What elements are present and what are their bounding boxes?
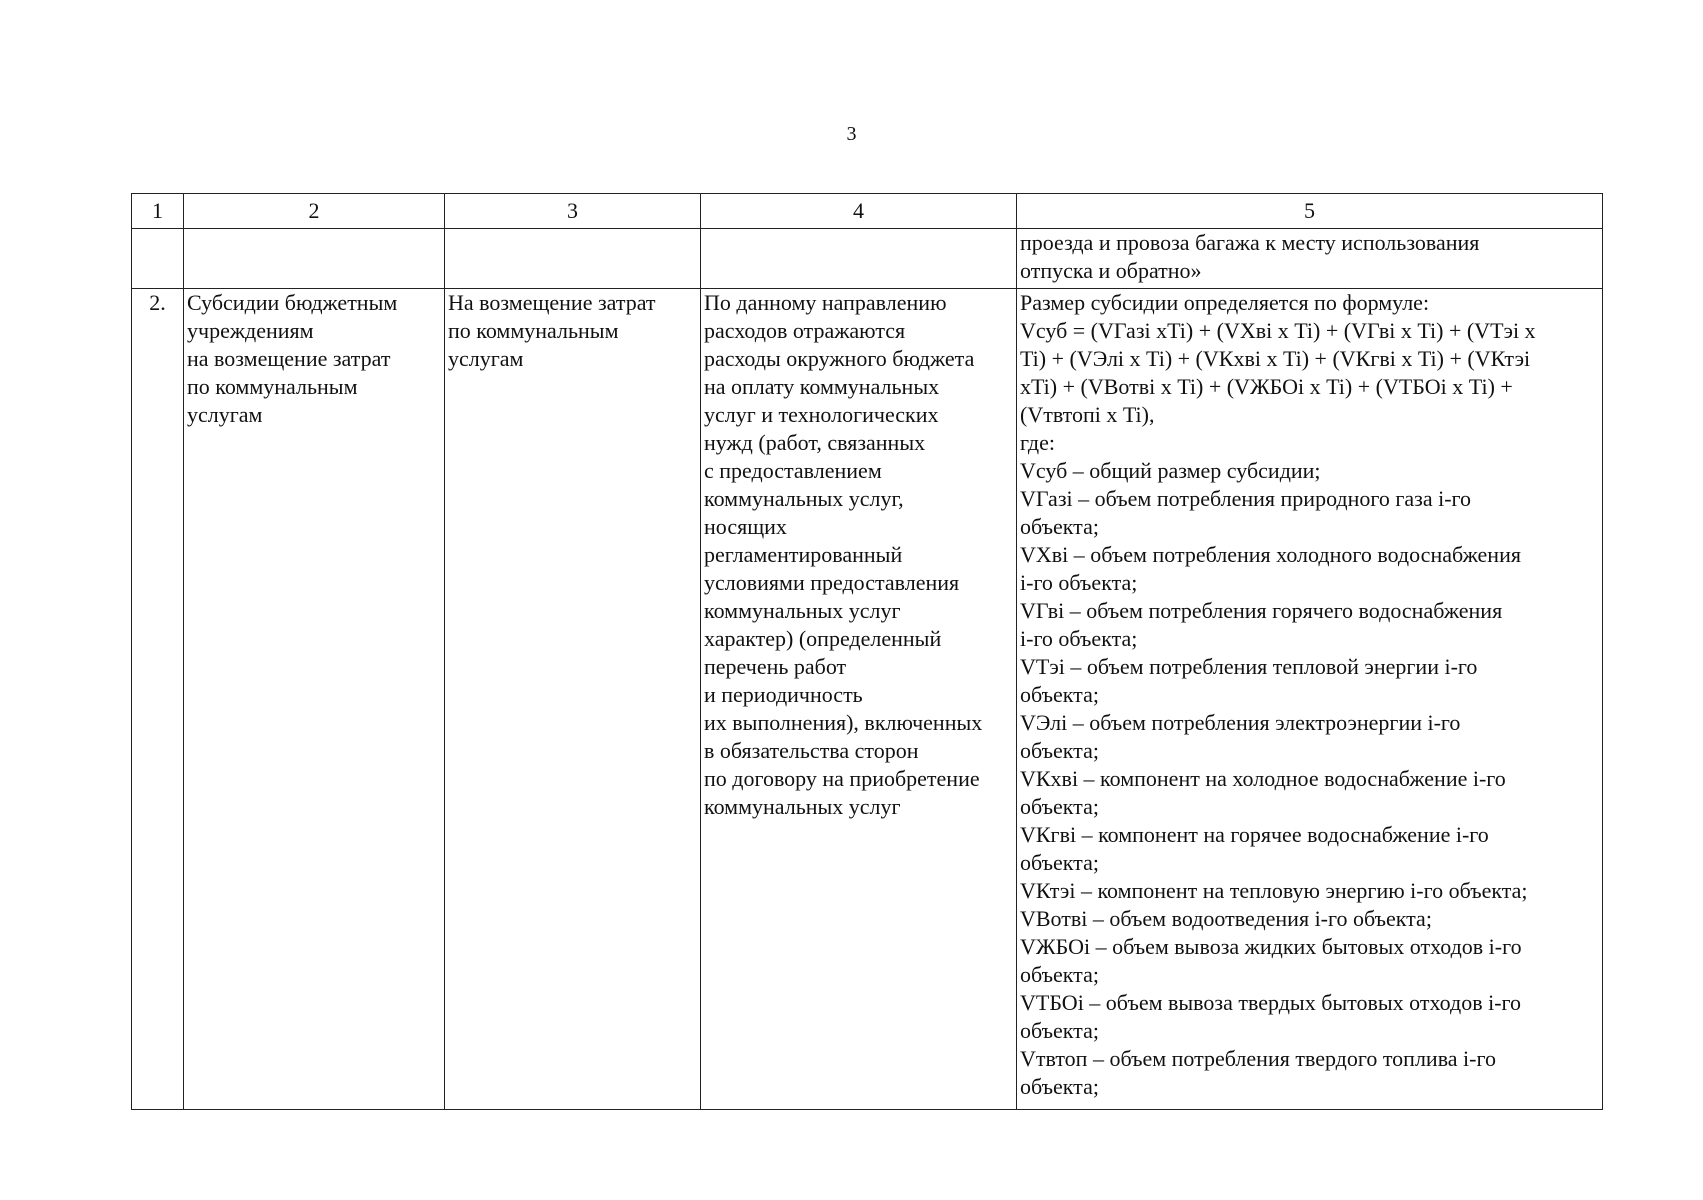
column-header-5: 5 <box>1017 194 1603 229</box>
row-description: По данному направлению расходов отражаются расходы окружного бюджета на оплату коммунальных услуг и технологических нужд (работ, связанных с предоставлением коммунальных услуг, носящих регламентированный условиями предоставления коммунальных услуг характер) (определенный перечень работ и периодичность их выполнения), включенных в обязательства сторон по договору на приобретение коммунальных услуг <box>701 289 1017 1110</box>
formula-line: объекта; <box>1020 794 1099 819</box>
formula-line: объекта; <box>1020 738 1099 763</box>
table-header-row <box>132 194 1603 229</box>
formula-line: объекта; <box>1020 962 1099 987</box>
formula-line: VЭлi – объем потребления электроэнергии i-го <box>1020 710 1461 735</box>
column-header-1: 1 <box>132 194 184 229</box>
continuation-cell-1 <box>132 229 184 289</box>
continuation-cell-3 <box>445 229 701 289</box>
formula-line: VВотвi – объем водоотведения i-го объекта; <box>1020 906 1432 931</box>
formula-line: VКтэi – компонент на тепловую энергию i-го объекта; <box>1020 878 1528 903</box>
formula-line: объекта; <box>1020 850 1099 875</box>
formula-line: (Vтвтопi х Ti), <box>1020 402 1155 427</box>
formula-line: хTi) + (VВотвi х Ti) + (VЖБОi х Ti) + (VТБОi х Ti) + <box>1020 374 1513 399</box>
formula-line: объекта; <box>1020 514 1099 539</box>
table-row <box>132 289 1603 1110</box>
formula-line: VГазi – объем потребления природного газа i-го <box>1020 486 1472 511</box>
row-formula <box>1017 289 1603 1110</box>
row-number: 2. <box>132 289 184 1110</box>
continuation-cell-4 <box>701 229 1017 289</box>
continuation-cell-5: проезда и провоза багажа к месту использования отпуска и обратно» <box>1017 229 1603 289</box>
formula-line: i-го объекта; <box>1020 570 1138 595</box>
formula-line: i-го объекта; <box>1020 626 1138 651</box>
formula-line: VКхвi – компонент на холодное водоснабжение i-го <box>1020 766 1506 791</box>
column-header-3: 3 <box>445 194 701 229</box>
formula-line: объекта; <box>1020 682 1099 707</box>
formula-line: объекта; <box>1020 1074 1099 1099</box>
formula-line: VКгвi – компонент на горячее водоснабжение i-го <box>1020 822 1489 847</box>
formula-line: Vсуб – общий размер субсидии; <box>1020 458 1321 483</box>
continuation-row <box>132 229 1603 289</box>
page-number: 3 <box>846 123 857 145</box>
formula-line: где: <box>1020 430 1055 455</box>
formula-line: Ti) + (VЭлi х Ti) + (VКхвi х Ti) + (VКгвi х Ti) + (VКтэi <box>1020 346 1531 371</box>
formula-line: VГвi – объем потребления горячего водоснабжения <box>1020 598 1503 623</box>
formula-line: Размер субсидии определяется по формуле: <box>1020 290 1430 315</box>
column-header-4: 4 <box>701 194 1017 229</box>
column-header-2: 2 <box>184 194 445 229</box>
formula-line: VТэi – объем потребления тепловой энергии i-го <box>1020 654 1478 679</box>
subsidy-table <box>131 193 1603 1110</box>
formula-line: VТБОi – объем вывоза твердых бытовых отходов i-го <box>1020 990 1522 1015</box>
formula-line: объекта; <box>1020 1018 1099 1043</box>
formula-line: Vтвтоп – объем потребления твердого топлива i-го <box>1020 1046 1496 1071</box>
continuation-cell-2 <box>184 229 445 289</box>
formula-lines <box>1020 289 1600 1101</box>
row-name: Субсидии бюджетным учреждениям на возмещение затрат по коммунальным услугам <box>184 289 445 1110</box>
formula-line: Vсуб = (VГазi хTi) + (VХвi х Ti) + (VГвi х Ti) + (VТэi х <box>1020 318 1536 343</box>
row-purpose: На возмещение затрат по коммунальным услугам <box>445 289 701 1110</box>
formula-line: VЖБОi – объем вывоза жидких бытовых отходов i-го <box>1020 934 1522 959</box>
formula-line: VХвi – объем потребления холодного водоснабжения <box>1020 542 1521 567</box>
